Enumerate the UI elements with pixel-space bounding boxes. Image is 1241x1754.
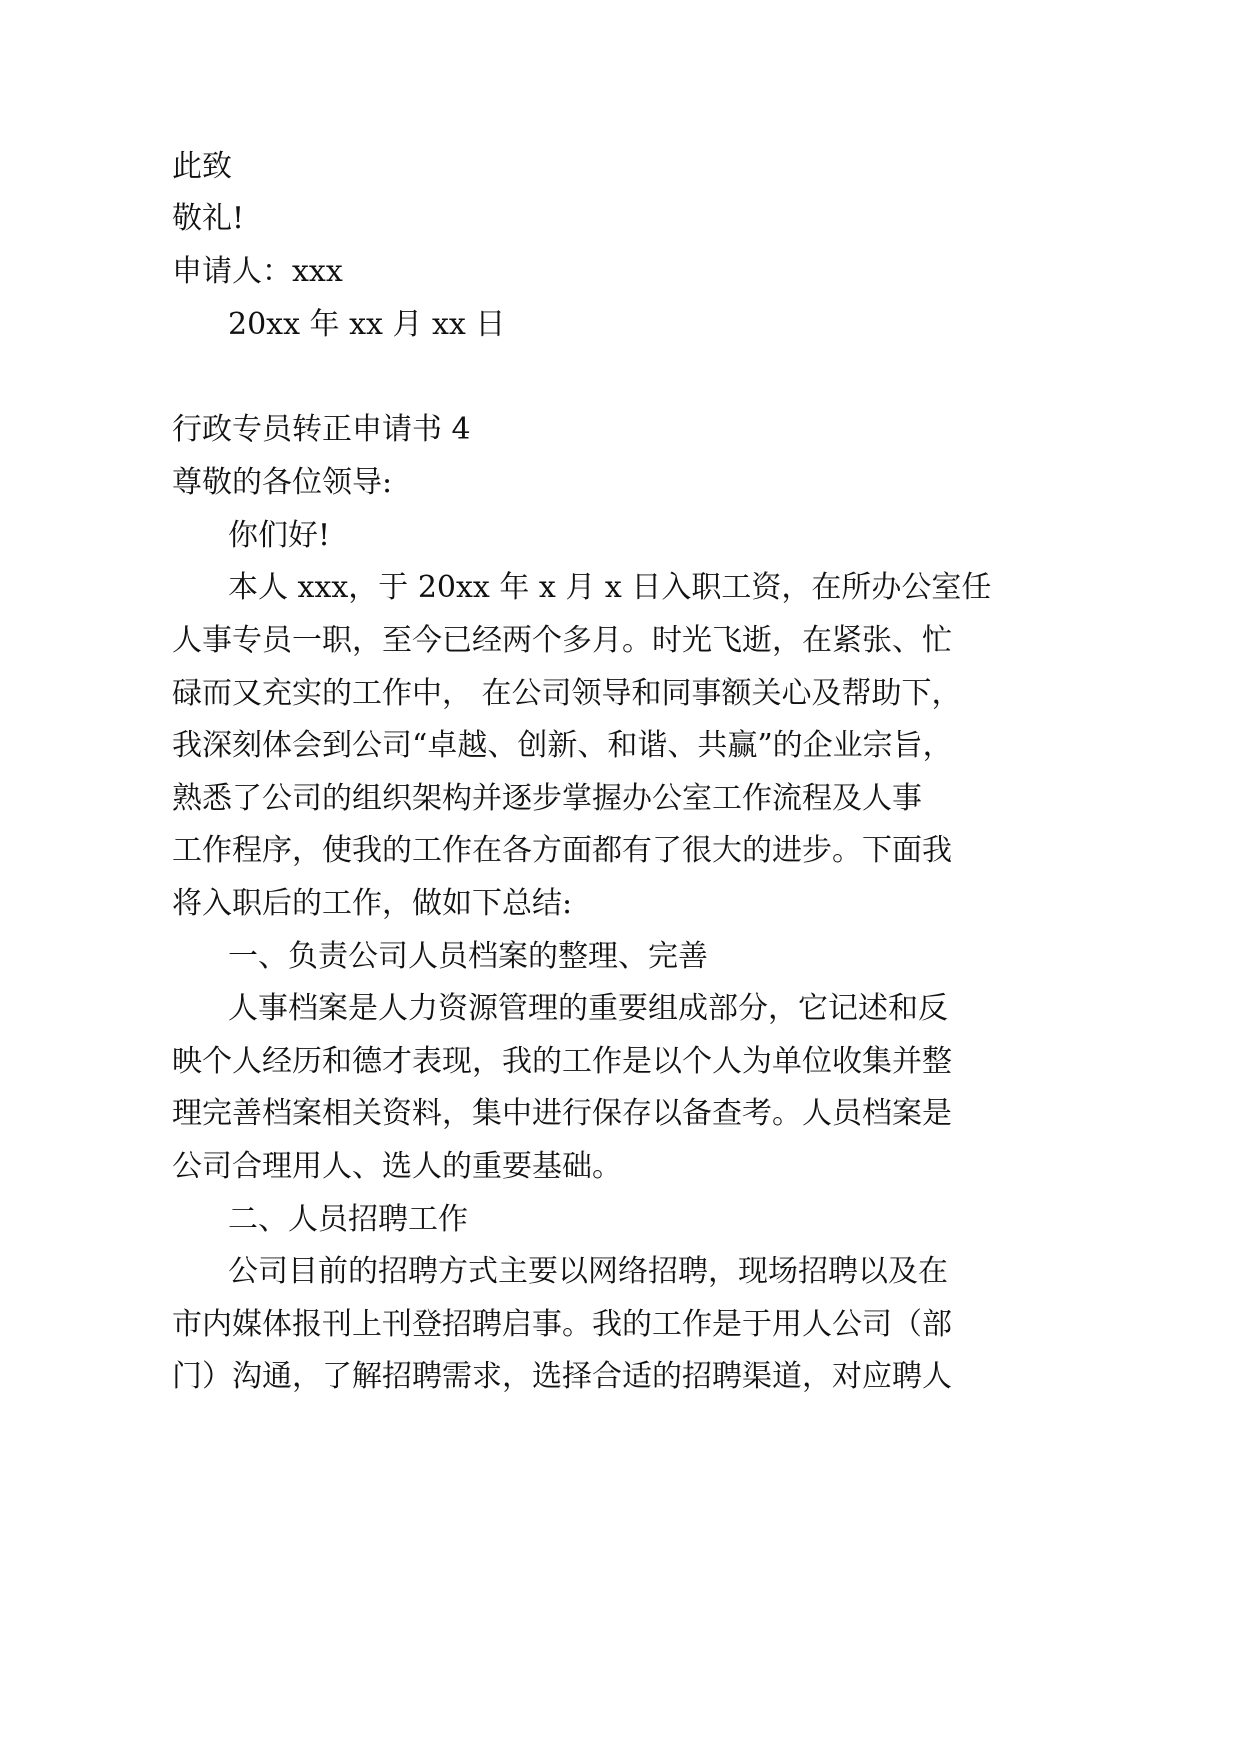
section-heading: 二、人员招聘工作 — [228, 1202, 468, 1237]
intro-line: 碌而又充实的工作中， 在公司领导和同事额关心及帮助下， — [172, 676, 962, 711]
section-heading: 一、负责公司人员档案的整理、完善 — [228, 939, 708, 974]
section-body-line: 人事档案是人力资源管理的重要组成部分，它记述和反 — [228, 991, 948, 1026]
letter-title: 行政专员转正申请书 4 — [172, 412, 471, 447]
intro-line: 将入职后的工作，做如下总结: — [172, 886, 573, 921]
salutation-line-1: 此致 — [172, 149, 232, 184]
section-body-line: 映个人经历和德才表现，我的工作是以个人为单位收集并整 — [172, 1044, 952, 1079]
greeting-line: 尊敬的各位领导: — [172, 465, 393, 500]
section-body-line: 市内媒体报刊上刊登招聘启事。我的工作是于用人公司（部 — [172, 1307, 952, 1342]
intro-line: 工作程序，使我的工作在各方面都有了很大的进步。下面我 — [172, 833, 952, 868]
intro-line: 熟悉了公司的组织架构并逐步掌握办公室工作流程及人事 — [172, 781, 922, 816]
salutation-line-2: 敬礼! — [172, 201, 245, 236]
intro-line: 人事专员一职，至今已经两个多月。时光飞逝，在紧张、忙 — [172, 623, 952, 658]
hello-line: 你们好! — [228, 518, 331, 553]
intro-line: 我深刻体会到公司“卓越、创新、和谐、共赢”的企业宗旨， — [172, 728, 953, 763]
section-body-line: 公司目前的招聘方式主要以网络招聘，现场招聘以及在 — [228, 1254, 948, 1289]
section-body-line: 门）沟通，了解招聘需求，选择合适的招聘渠道，对应聘人 — [172, 1359, 952, 1394]
section-body-line: 理完善档案相关资料，集中进行保存以备查考。人员档案是 — [172, 1096, 952, 1131]
intro-line: 本人 xxx，于 20xx 年 x 月 x 日入职工资，在所办公室任 — [228, 570, 992, 605]
date-line: 20xx 年 xx 月 xx 日 — [228, 307, 506, 342]
section-body-line: 公司合理用人、选人的重要基础。 — [172, 1149, 622, 1184]
applicant-line: 申请人：xxx — [172, 254, 343, 289]
